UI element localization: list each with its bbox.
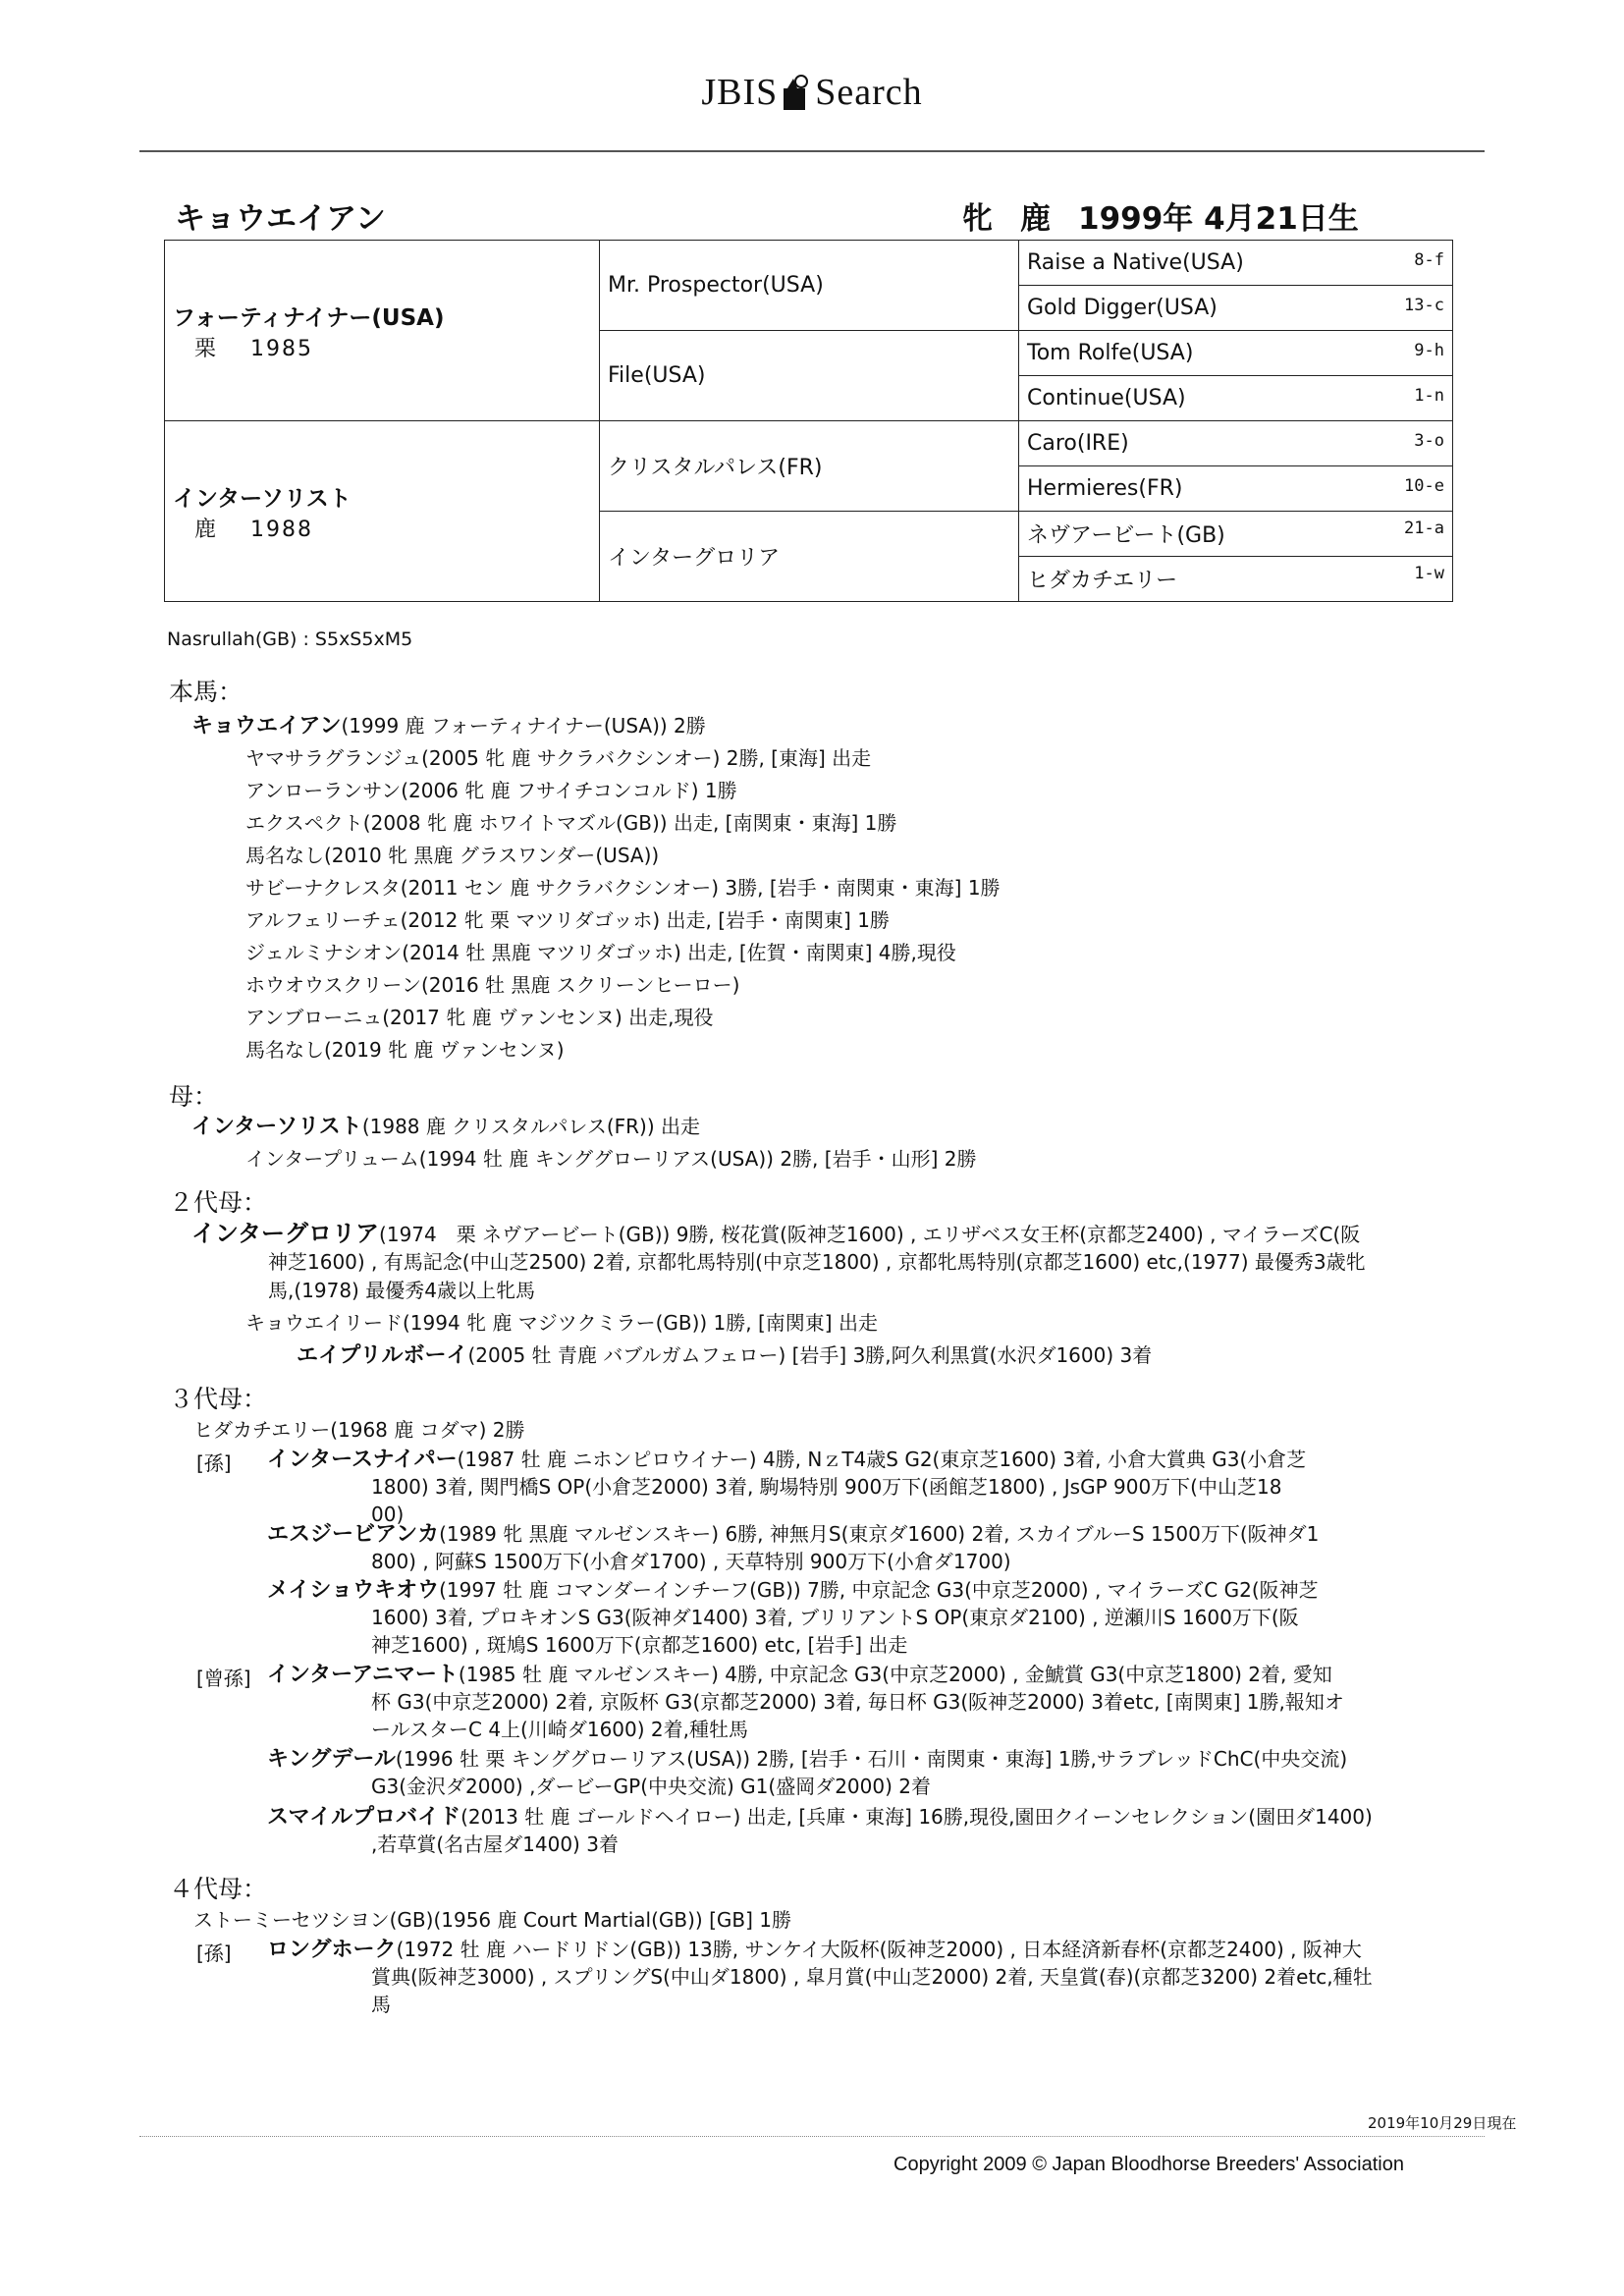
pedigree-dam: [165, 421, 600, 602]
dam-main-detail: (1988 鹿 クリスタルパレス(FR)) 出走: [361, 1115, 700, 1138]
section-gen4-heading: ４代母：: [169, 1875, 268, 1903]
g3-name: Gold Digger(USA): [1027, 296, 1218, 320]
gen3-entry-name: スマイルプロバイド: [267, 1805, 461, 1830]
gen3-main: [193, 1416, 525, 1444]
gen2-main-line2: 神芝1600) , 有馬記念(中山芝2500) 2着, 京都牝馬特別(中京芝1800) , 京都牝馬特別(京都芝1600) etc,(1977) 最優秀3歳牝: [268, 1250, 1366, 1274]
pedigree-g3-cell: [1019, 557, 1453, 602]
offspring-entry: ヤマサラグランジュ(2005 牝 鹿 サクラバクシンオー) 2勝, [東海] 出走: [245, 746, 872, 770]
family-number: 9-h: [1414, 341, 1444, 360]
copyright-text: Copyright 2009 © Japan Bloodhorse Breeders' Association: [893, 2154, 1404, 2175]
grandchild-entry: [297, 1341, 1152, 1370]
gen3-entry-line: 神芝1600) , 斑鳩S 1600万下(京都芝1600) etc, [岩手] 出走: [371, 1633, 908, 1657]
relation-tag: [曾孫]: [196, 1667, 251, 1690]
logo-text-right: Search: [815, 72, 923, 113]
horse-name: キョウエイアン: [175, 201, 386, 237]
dam-name: インターソリスト: [173, 485, 352, 512]
pedigree-g3-cell: [1019, 376, 1453, 421]
pedigree-g3-cell: [1019, 421, 1453, 466]
g3-name: Caro(IRE): [1027, 431, 1129, 456]
gen4-main-detail: (1956 鹿 Court Martial(GB)) [GB] 1勝: [433, 1908, 791, 1932]
gen4-entry: [267, 1936, 1362, 1964]
g3-name: Hermieres(FR): [1027, 476, 1183, 501]
gen3-entry-line: (2013 牡 鹿 ゴールドヘイロー) 出走, [兵庫・東海] 16勝,現役,園田クイーンセレクション(園田ダ1400): [460, 1805, 1373, 1829]
g3-name: Tom Rolfe(USA): [1027, 341, 1194, 365]
gen3-entry-name: メイショウキオウ: [267, 1578, 440, 1603]
offspring-entry: エクスペクト(2008 牝 鹿 ホワイトマズル(GB)) 出走, [南関東・東海] 1勝: [245, 811, 897, 835]
offspring-entry: アンブローニュ(2017 牝 鹿 ヴァンセンヌ) 出走,現役: [245, 1006, 714, 1029]
gen3-entry-line: 杯 G3(中京芝2000) 2着, 京阪杯 G3(京都芝2000) 3着, 毎日杯 G3(阪神芝2000) 3着etc, [南関東] 1勝,報知オ: [371, 1690, 1344, 1714]
offspring-entry: サビーナクレスタ(2011 セン 鹿 サクラバクシンオー) 3勝, [岩手・南関東・東海] 1勝: [245, 876, 1001, 900]
gen3-entry-line: 1800) 3着, 関門橋S OP(小倉芝2000) 3着, 駒場特別 900万下(函館芝1800) , JsGP 900万下(中山芝18: [371, 1475, 1282, 1499]
pedigree-g3-cell: [1019, 466, 1453, 512]
g3-name: ネヴアービート(GB): [1027, 523, 1225, 548]
gen3-main-name: ヒダカチエリー: [193, 1418, 331, 1442]
jbis-logo: [0, 69, 1624, 114]
self-main: [191, 712, 706, 740]
section-self-heading: 本馬：: [169, 678, 244, 706]
gen4-entry-line: (1972 牡 鹿 ハードリドン(GB)) 13勝, サンケイ大阪杯(阪神芝2000) , 日本経済新春杯(京都芝2400) , 阪神大: [396, 1938, 1362, 1961]
pedigree-g3-cell: [1019, 286, 1453, 331]
dam-main-name: インターソリスト: [191, 1115, 362, 1139]
section-gen2-heading: ２代母：: [169, 1188, 268, 1217]
self-main-name: キョウエイアン: [191, 714, 342, 738]
gen2-main-name: インターグロリア: [191, 1220, 380, 1247]
horse-profile: [962, 193, 1359, 238]
pedigree-g3-cell: [1019, 512, 1453, 557]
gen3-entry-line: 800) , 阿蘇S 1500万下(小倉ダ1700) , 天草特別 900万下(小倉ダ1700): [371, 1550, 1011, 1573]
g3-name: Raise a Native(USA): [1027, 250, 1244, 275]
gen3-entry: [267, 1576, 1319, 1605]
sire-name: フォーティナイナー(USA): [173, 304, 445, 331]
gen2-main: [191, 1220, 1360, 1248]
gen2-main-line1: (1974 栗 ネヴアービート(GB)) 9勝, 桜花賞(阪神芝1600) , エリザベス女王杯(京都芝2400) , マイラーズC(阪: [379, 1223, 1361, 1246]
family-number: 3-o: [1414, 431, 1444, 451]
offspring-entry: ジェルミナシオン(2014 牡 黒鹿 マツリダゴッホ) 出走, [佐賀・南関東] 4勝,現役: [245, 941, 956, 964]
gen4-entry-line: 馬: [371, 1993, 391, 2016]
gen3-entry-name: エスジービアンカ: [267, 1522, 440, 1547]
offspring-entry: 馬名なし(2019 牝 鹿 ヴァンセンヌ): [245, 1038, 565, 1062]
gen2-grand-detail: (2005 牡 青鹿 バブルガムフェロー) [岩手] 3勝,阿久利黒賞(水沢ダ1600) 3着: [467, 1343, 1153, 1367]
offspring-entry: アンローランサン(2006 牝 鹿 フサイチコンコルド) 1勝: [245, 779, 737, 802]
sire-color-year: 栗 1985: [194, 336, 313, 361]
gen4-entry-line: 賞典(阪神芝3000) , スプリングS(中山ダ1800) , 皐月賞(中山芝2000) 2着, 天皇賞(春)(京都芝3200) 2着etc,種牡: [371, 1965, 1373, 1989]
gen3-entry: [267, 1803, 1373, 1831]
pedigree-dam-dam: インターグロリア: [600, 512, 1019, 602]
gen3-entry: [267, 1446, 1306, 1474]
pedigree-sire: [165, 241, 600, 421]
pedigree-table: [164, 240, 1453, 602]
offspring-entry: インタープリューム(1994 牡 鹿 キンググローリアス(USA)) 2勝, [岩手・山形] 2勝: [245, 1147, 977, 1171]
gen4-entry-name: ロングホーク: [267, 1938, 397, 1962]
dam-color-year: 鹿 1988: [194, 517, 313, 542]
gen3-entry-line: G3(金沢ダ2000) ,ダービーGP(中央交流) G1(盛岡ダ2000) 2着: [371, 1775, 931, 1798]
gen3-entry-name: インターアニマート: [267, 1663, 459, 1687]
family-number: 8-f: [1414, 250, 1444, 270]
gen3-entry: [267, 1661, 1332, 1689]
gen3-entry-line: (1989 牝 黒鹿 マルゼンスキー) 6勝, 神無月S(東京ダ1600) 2着, スカイブルーS 1500万下(阪神ダ1: [439, 1522, 1320, 1546]
section-dam-heading: 母：: [169, 1082, 219, 1111]
pedigree-g3-cell: [1019, 241, 1453, 286]
as-of-date: 2019年10月29日現在: [1368, 2114, 1517, 2132]
footer-divider: [139, 2136, 1485, 2137]
gen3-entry-name: キングデール: [267, 1747, 396, 1772]
offspring-entry: ホウオウスクリーン(2016 牡 黒鹿 スクリーンヒーロー): [245, 973, 740, 997]
horse-birth: 1999年 4月21日生: [1078, 201, 1359, 237]
family-number: 1-w: [1414, 564, 1444, 583]
pedigree-sire-sire: Mr. Prospector(USA): [600, 241, 1019, 331]
self-main-detail: (1999 鹿 フォーティナイナー(USA)) 2勝: [341, 714, 706, 738]
gen3-entry-line: (1996 牡 栗 キンググローリアス(USA)) 2勝, [岩手・石川・南関東・東海] 1勝,サラブレッドChC(中央交流): [395, 1747, 1348, 1771]
gen3-entry-line: (1985 牡 鹿 マルゼンスキー) 4勝, 中京記念 G3(中京芝2000) , 金鯱賞 G3(中京芝1800) 2着, 愛知: [458, 1663, 1332, 1686]
family-number: 1-n: [1414, 386, 1444, 406]
gen2-grand-name: エイプリルボーイ: [297, 1343, 468, 1368]
horse-icon: [782, 75, 811, 110]
logo-text-left: JBIS: [701, 72, 779, 113]
offspring-entry: アルフェリーチェ(2012 牝 栗 マツリダゴッホ) 出走, [岩手・南関東] 1勝: [245, 908, 890, 932]
gen3-entry-line: ールスターC 4上(川崎ダ1600) 2着,種牡馬: [371, 1718, 748, 1741]
section-gen3-heading: ３代母：: [169, 1385, 268, 1413]
gen3-entry-line: 00): [371, 1503, 405, 1526]
gen2-main-line3: 馬,(1978) 最優秀4歳以上牝馬: [268, 1279, 535, 1302]
gen3-entry-line: (1997 牡 鹿 コマンダーインチーフ(GB)) 7勝, 中京記念 G3(中京芝2000) , マイラーズC G2(阪神芝: [439, 1578, 1319, 1602]
horse-color: 鹿: [1020, 201, 1051, 237]
family-number: 21-a: [1404, 519, 1444, 538]
gen3-entry: [267, 1745, 1347, 1774]
offspring-entry: キョウエイリード(1994 牝 鹿 マジツクミラー(GB)) 1勝, [南関東] 出走: [245, 1311, 878, 1335]
relation-tag: [孫]: [196, 1451, 232, 1475]
gen3-entry-line: (1987 牡 鹿 ニホンピロウイナー) 4勝, NｚT4歳S G2(東京芝1600) 3着, 小倉大賞典 G3(小倉芝: [457, 1448, 1307, 1471]
header-divider: [139, 150, 1485, 152]
gen3-entry: [267, 1520, 1319, 1549]
pedigree-g3-cell: [1019, 331, 1453, 376]
pedigree-sire-dam: File(USA): [600, 331, 1019, 421]
gen3-entry-line: 1600) 3着, プロキオンS G3(阪神ダ1400) 3着, ブリリアントS OP(東京ダ2100) , 逆瀬川S 1600万下(阪: [371, 1606, 1299, 1629]
offspring-entry: 馬名なし(2010 牝 黒鹿 グラスワンダー(USA)): [245, 844, 660, 867]
dam-main: [191, 1113, 700, 1141]
gen3-entry-line: ,若草賞(名古屋ダ1400) 3着: [371, 1832, 619, 1856]
pedigree-dam-sire: クリスタルパレス(FR): [600, 421, 1019, 512]
gen4-main-name: ストーミーセツシヨン(GB): [193, 1908, 434, 1932]
gen4-main: [193, 1906, 791, 1934]
family-number: 10-e: [1404, 476, 1444, 496]
family-number: 13-c: [1404, 296, 1444, 315]
gen3-main-detail: (1968 鹿 コダマ) 2勝: [330, 1418, 525, 1442]
inbreeding-crosses: Nasrullah(GB) : S5xS5xM5: [167, 629, 413, 650]
relation-tag: [孫]: [196, 1941, 232, 1965]
gen3-entry-name: インタースナイパー: [267, 1448, 458, 1472]
g3-name: Continue(USA): [1027, 386, 1186, 410]
horse-sex: 牝: [962, 201, 993, 237]
g3-name: ヒダカチエリー: [1027, 569, 1178, 593]
